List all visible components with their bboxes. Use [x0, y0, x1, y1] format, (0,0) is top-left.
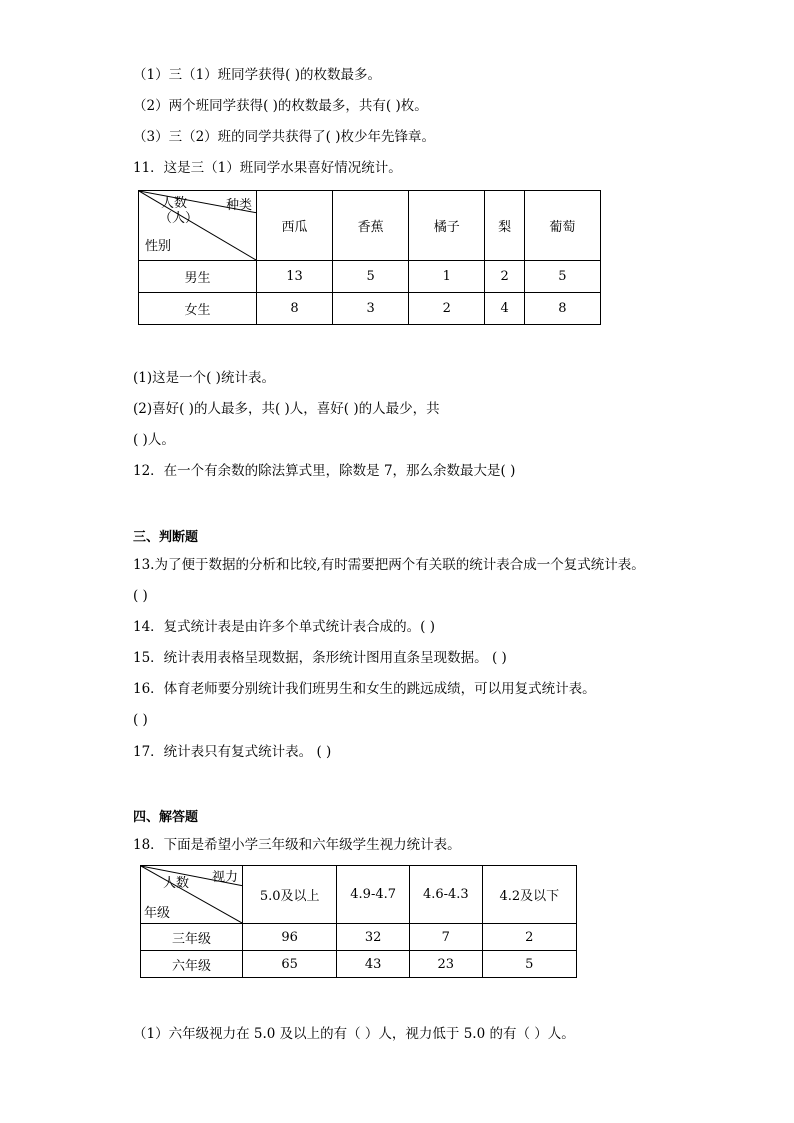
fruit-header: 西瓜: [257, 191, 333, 261]
vision-header: 4.6-4.3: [409, 866, 482, 924]
q13-paren: ( ): [133, 588, 148, 604]
corner-grade: 年级: [144, 906, 171, 921]
q17: 17．统计表只有复式统计表。 ( ): [133, 744, 332, 760]
cell: 1: [409, 261, 485, 293]
cell: 43: [337, 951, 410, 978]
fruit-header: 葡萄: [524, 191, 600, 261]
q10-sub-2: （2）两个班同学获得( )的枚数最多，共有( )枚。: [133, 98, 428, 114]
vision-header: 4.9-4.7: [337, 866, 410, 924]
fruit-header: 橘子: [409, 191, 485, 261]
q11-sub-1: (1)这是一个( )统计表。: [133, 370, 275, 386]
q11-sub-2: (2)喜好( )的人最多，共( )人，喜好( )的人最少，共: [133, 401, 440, 417]
corner-vision: 视力: [211, 870, 238, 885]
q18-sub-1: （1）六年级视力在 5.0 及以上的有（ ）人，视力低于 5.0 的有（ ）人。: [133, 1026, 575, 1042]
cell: 2: [409, 293, 485, 325]
q11-sub-3: ( )人。: [133, 432, 175, 448]
q18-title: 18．下面是希望小学三年级和六年级学生视力统计表。: [133, 837, 461, 853]
q16: 16．体育老师要分别统计我们班男生和女生的跳远成绩，可以用复式统计表。: [133, 681, 596, 697]
cell: 4: [485, 293, 524, 325]
row-label: 六年级: [141, 951, 243, 978]
section-judgment-heading: 三、判断题: [133, 530, 199, 545]
q15: 15．统计表用表格呈现数据，条形统计图用直条呈现数据。 ( ): [133, 650, 507, 666]
table-row: [141, 924, 577, 951]
corner-fruit-type: 种类: [225, 198, 252, 213]
table-row: [139, 293, 601, 325]
table-row: [141, 951, 577, 978]
vision-table-corner: [141, 866, 243, 924]
cell: 8: [257, 293, 333, 325]
corner-gender: 性别: [145, 239, 172, 254]
corner-people: 人数: [163, 876, 190, 891]
cell: 8: [524, 293, 600, 325]
fruit-table: [138, 190, 601, 325]
cell: 5: [333, 261, 409, 293]
q10-sub-3: （3）三（2）班的同学共获得了( )枚少年先锋章。: [133, 129, 436, 145]
q11-title: 11．这是三（1）班同学水果喜好情况统计。: [133, 160, 402, 176]
vision-table: [140, 865, 577, 978]
cell: 3: [333, 293, 409, 325]
q16-paren: ( ): [133, 712, 148, 728]
cell: 5: [482, 951, 576, 978]
fruit-header: 香蕉: [333, 191, 409, 261]
cell: 5: [524, 261, 600, 293]
row-label: 三年级: [141, 924, 243, 951]
fruit-table-corner: [139, 191, 257, 261]
cell: 65: [243, 951, 337, 978]
corner-people-unit: （人）: [159, 211, 199, 226]
table-row: [139, 261, 601, 293]
cell: 32: [337, 924, 410, 951]
vision-header: 5.0及以上: [243, 866, 337, 924]
row-label: 女生: [139, 293, 257, 325]
cell: 2: [485, 261, 524, 293]
corner-people-count: 人数: [161, 196, 188, 211]
q12: 12．在一个有余数的除法算式里，除数是 7，那么余数最大是( ): [133, 463, 516, 479]
cell: 13: [257, 261, 333, 293]
q13: 13.为了便于数据的分析和比较,有时需要把两个有关联的统计表合成一个复式统计表。: [133, 557, 645, 573]
row-label: 男生: [139, 261, 257, 293]
section-answer-heading: 四、解答题: [133, 810, 199, 825]
vision-header: 4.2及以下: [482, 866, 576, 924]
q10-sub-1: （1）三（1）班同学获得( )的枚数最多。: [133, 67, 382, 83]
cell: 7: [409, 924, 482, 951]
cell: 2: [482, 924, 576, 951]
q14: 14．复式统计表是由许多个单式统计表合成的。( ): [133, 619, 436, 635]
fruit-header: 梨: [485, 191, 524, 261]
cell: 96: [243, 924, 337, 951]
cell: 23: [409, 951, 482, 978]
